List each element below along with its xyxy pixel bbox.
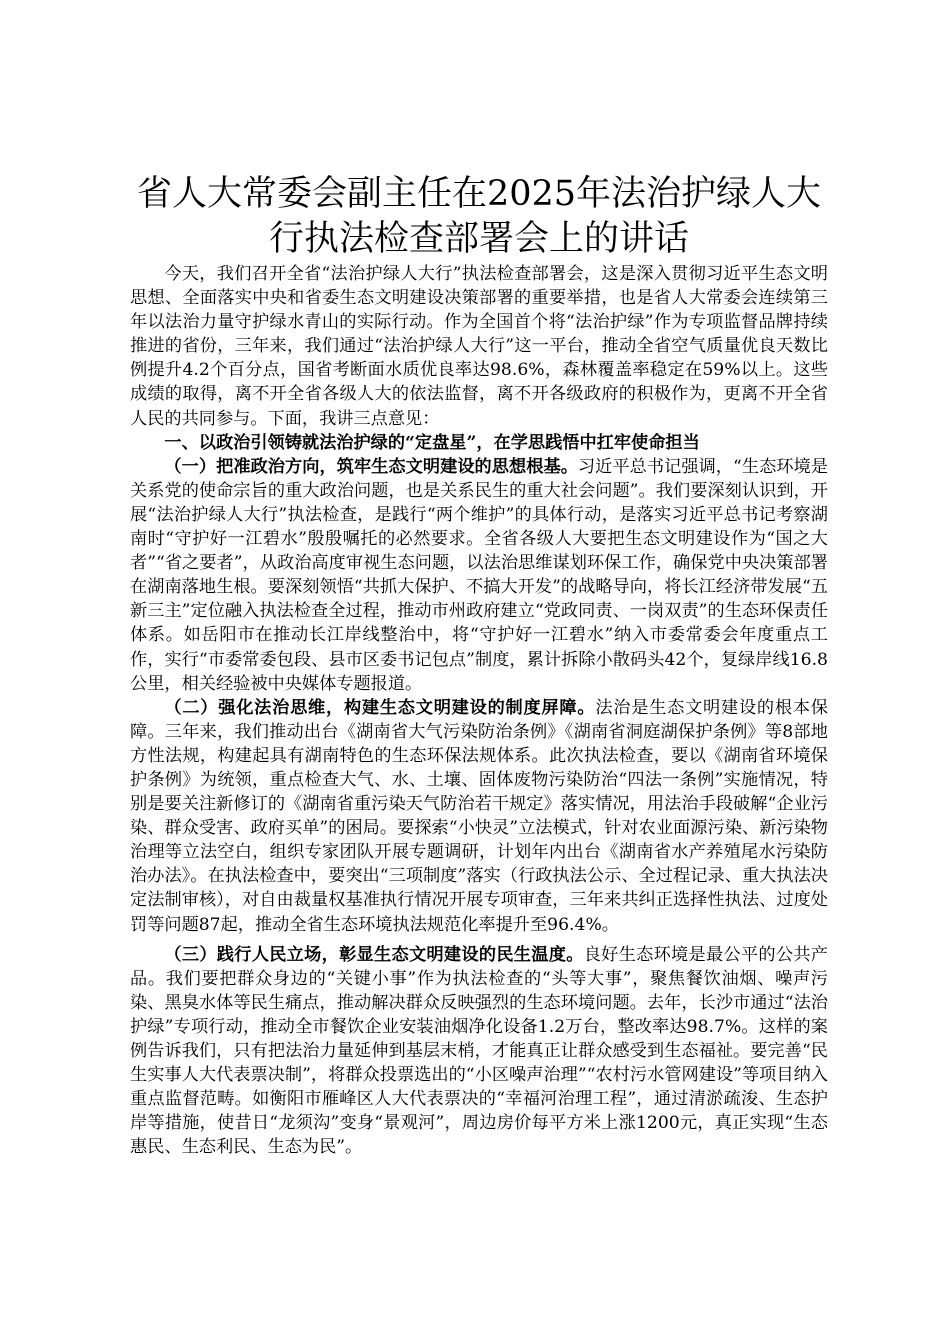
section-1-heading: 一、以政治引领铸就法治护绿的“定盘星”，在学思践悟中扛牢使命担当 <box>164 432 700 453</box>
document-title: 省人大常委会副主任在2025年法治护绿人大行执法检查部署会上的讲话 <box>136 174 822 259</box>
paragraph-3-text: 良好生态环境是最公平的公共产品。我们要把群众身边的“关键小事”作为执法检查的“头等大事”，聚焦餐饮油烟、噪声污染、黑臭水体等民生痛点，推动解决群众反映强烈的生态环境问题。去年，长沙市通过“法治护绿”专项行动，推动全市餐饮企业安装油烟净化设备1.2万台，整改率达98.7%。这样的案例告诉我们，只有把法治力量延伸到基层末梢，才能真正让群众感受到生态福祉。要完善“民生实事人大代表票决制”，将群众投票选出的“小区噪声治理”“农村污水管网建设”等项目纳入重点监督范畴。如衡阳市雁峰区人大代表票决的“幸福河治理工程”，通过清淤疏浚、生态护岸等措施，使昔日“龙须沟”变身“景观河”，周边房价每平方米上涨1200元，真正实现“生态惠民、生态利民、生态为民”。 <box>130 944 828 1158</box>
paragraph-1-text: 习近平总书记强调，“生态环境是关系党的使命宗旨的重大政治问题，也是关系民生的重大社会问题”。我们要深刻认识到，开展“法治护绿人大行”执法检查，是践行“两个维护”的具体行动，是落实习近平总书记考察湖南时“守护好一江碧水”殷殷嘱托的必然要求。全省各级人大要把生态文明建设作为“国之大者”“省之要者”，从政治高度审视生态问题，以法治思维谋划环保工作，确保党中央决策部署在湖南落地生根。要深刻领悟“共抓大保护、不搞大开发”的战略导向，将长江经济带发展“五新三主”定位融入执法检查全过程，推动市州政府建立“党政同责、一岗双责”的生态环保责任体系。如岳阳市在推动长江岸线整治中，将“守护好一江碧水”纳入市委常委会年度重点工作，实行“市委常委包段、县市区委书记包点”制度，累计拆除小散码头42个，复绿岸线16.8公里，相关经验被中央媒体专题报道。 <box>130 456 828 694</box>
document-page <box>130 172 828 1159</box>
paragraph-3 <box>130 943 828 1160</box>
paragraph-2-text: 法治是生态文明建设的根本保障。三年来，我们推动出台《湖南省大气污染防治条例》《湖南省洞庭湖保护条例》等8部地方性法规，构建起具有湖南特色的生态环保法规体系。此次执法检查，要以《湖南省环境保护条例》为统领，重点检查大气、水、土壤、固体废物污染防治“四法一条例”实施情况，特别是要关注新修订的《湖南省重污染天气防治若干规定》落实情况，用法治手段破解“企业污染、群众受害、政府买单”的困局。要探索“小快灵”立法模式，针对农业面源污染、新污染物治理等立法空白，组织专家团队开展专题调研，计划年内出台《湖南省水产养殖尾水污染防治办法》。在执法检查中，要突出“三项制度”落实（行政执法公示、全过程记录、重大执法决定法制审核），对自由裁量权基准执行情况开展专项审查，三年来共纠正选择性执法、过度处罚等问题87起，推动全省生态环境执法规范化率提升至96.4%。 <box>130 697 828 935</box>
paragraph-1-lead: （一）把准政治方向，筑牢生态文明建设的思想根基。 <box>164 456 578 477</box>
intro-paragraph: 今天，我们召开全省“法治护绿人大行”执法检查部署会，这是深入贯彻习近平生态文明思想、全面落实中央和省委生态文明建设决策部署的重要举措，也是省人大常委会连续第三年以法治力量守护绿水青山的实际行动。作为全国首个将“法治护绿”作为专项监督品牌持续推进的省份，三年来，我们通过“法治护绿人大行”这一平台，推动全省空气质量优良天数比例提升4.2个百分点，国省考断面水质优良率达98.6%，森林覆盖率稳定在59%以上。这些成绩的取得，离不开全省各级人大的依法监督，离不开各级政府的积极作为，更离不开全省人民的共同参与。下面，我讲三点意见： <box>130 264 828 429</box>
paragraph-1 <box>130 455 828 696</box>
paragraph-3-lead: （三）践行人民立场，彰显生态文明建设的民生温度。 <box>164 944 584 965</box>
paragraph-2-lead: （二）强化法治思维，构建生态文明建设的制度屏障。 <box>164 697 596 718</box>
paragraph-2 <box>130 696 828 937</box>
